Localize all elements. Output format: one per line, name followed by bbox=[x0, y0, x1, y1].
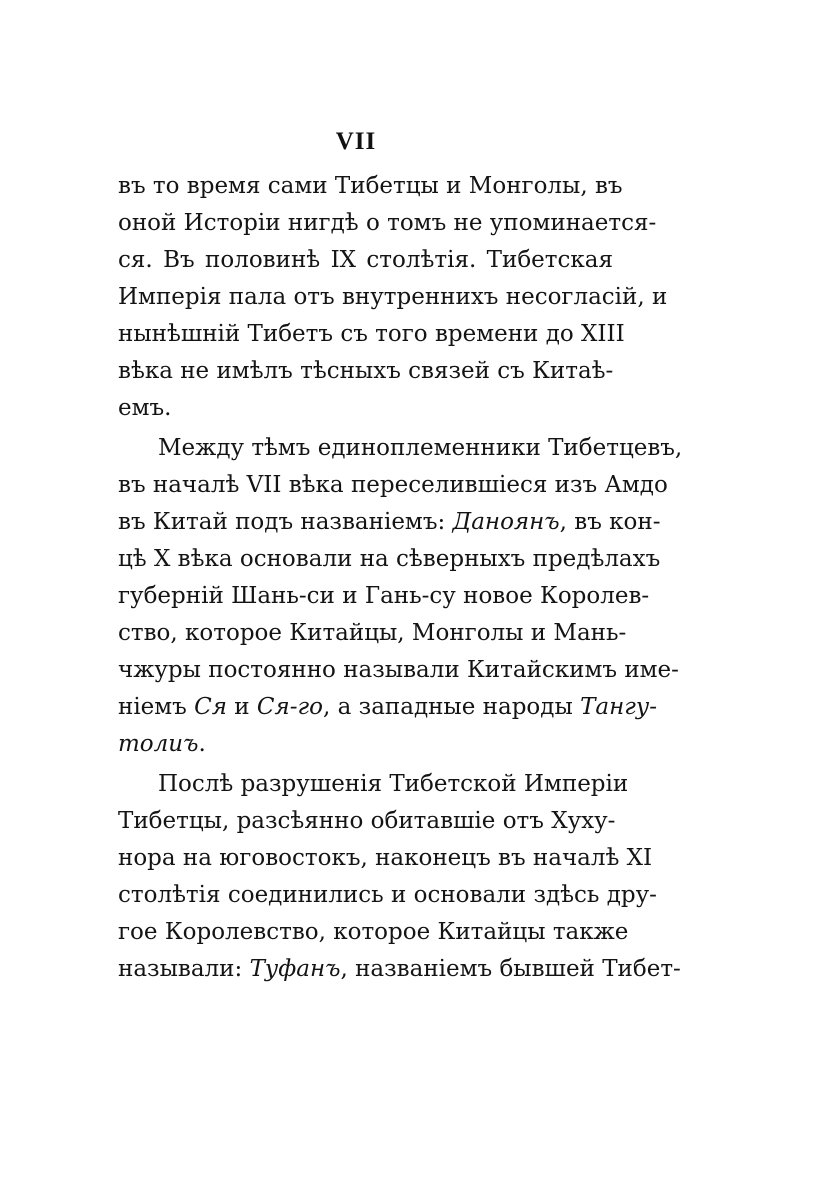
text-run: ніемъ bbox=[118, 694, 195, 720]
text-line bbox=[118, 615, 627, 652]
text-run: Тибетцы, разсѣянно обитавшіе отъ Хуху- bbox=[118, 808, 616, 834]
text-line bbox=[118, 316, 625, 353]
text-run: въ началѣ VII вѣка переселившіеся изъ Амдо bbox=[118, 472, 668, 498]
text-run: вѣка не имѣлъ тѣсныхъ связей съ Китаѣ- bbox=[118, 358, 614, 384]
text-line bbox=[118, 951, 681, 988]
text-run: нора на юговостокъ, наконецъ въ началѣ XI bbox=[118, 845, 653, 871]
text-line bbox=[118, 914, 629, 951]
text-line bbox=[118, 689, 658, 726]
italic-text: толиъ bbox=[118, 731, 199, 757]
text-run: ство, которое Китайцы, Монголы и Мань- bbox=[118, 620, 627, 646]
text-run: оной Исторіи нигдѣ о томъ не упоминается- bbox=[118, 210, 657, 236]
text-run: Между тѣмъ единоплеменники Тибетцевъ, bbox=[158, 435, 683, 461]
text-run: чжуры постоянно называли Китайскимъ име- bbox=[118, 657, 679, 683]
text-run: ся. Въ половинѣ IX столѣтія. Тибетская bbox=[118, 247, 613, 273]
text-line bbox=[118, 541, 661, 578]
paragraph bbox=[118, 168, 668, 427]
italic-text: Тангу- bbox=[580, 694, 658, 720]
text-line bbox=[118, 803, 616, 840]
text-run: гое Королевство, которое Китайцы также bbox=[118, 919, 629, 945]
text-line bbox=[118, 168, 623, 205]
body-text bbox=[118, 168, 683, 988]
italic-text: Ся bbox=[194, 694, 227, 720]
text-line bbox=[118, 279, 668, 316]
text-line bbox=[118, 390, 613, 427]
text-run: называли: bbox=[118, 956, 250, 982]
text-line bbox=[118, 578, 650, 615]
text-run: и bbox=[226, 694, 257, 720]
italic-text: Даноянъ bbox=[452, 509, 560, 535]
text-run: въ Китай подъ названіемъ: bbox=[118, 509, 453, 535]
text-run: цѣ X вѣка основали на сѣверныхъ предѣлахъ bbox=[118, 546, 661, 572]
text-line bbox=[118, 467, 668, 504]
text-run: , названіемъ бывшей Тибет- bbox=[340, 956, 681, 982]
page-number: VII bbox=[335, 128, 377, 155]
text-line bbox=[118, 504, 661, 541]
text-line bbox=[118, 205, 657, 242]
text-run: Послѣ разрушенія Тибетской Имперіи bbox=[158, 771, 629, 797]
text-line bbox=[118, 652, 679, 689]
text-run: , а западные народы bbox=[323, 694, 581, 720]
italic-text: Ся-го bbox=[256, 694, 323, 720]
text-run: . bbox=[198, 731, 206, 757]
italic-text: Туфанъ bbox=[249, 956, 341, 982]
paragraph bbox=[118, 766, 681, 988]
text-line bbox=[118, 726, 613, 763]
text-run: губерній Шань-си и Гань-су новое Королев- bbox=[118, 583, 650, 609]
text-run: , въ кон- bbox=[559, 509, 661, 535]
text-line bbox=[118, 242, 613, 279]
text-run: въ то время сами Тибетцы и Монголы, въ bbox=[118, 173, 623, 199]
paragraph bbox=[118, 430, 683, 763]
text-line bbox=[118, 840, 653, 877]
text-run: емъ. bbox=[118, 395, 172, 421]
text-line bbox=[118, 430, 683, 467]
text-line bbox=[118, 877, 657, 914]
text-run: столѣтія соединились и основали здѣсь дру- bbox=[118, 882, 657, 908]
text-line bbox=[118, 766, 629, 803]
text-line bbox=[118, 353, 613, 390]
text-run: нынѣшній Тибетъ съ того времени до XIII bbox=[118, 321, 625, 347]
text-run: Имперія пала отъ внутреннихъ несогласій, и bbox=[118, 284, 668, 310]
